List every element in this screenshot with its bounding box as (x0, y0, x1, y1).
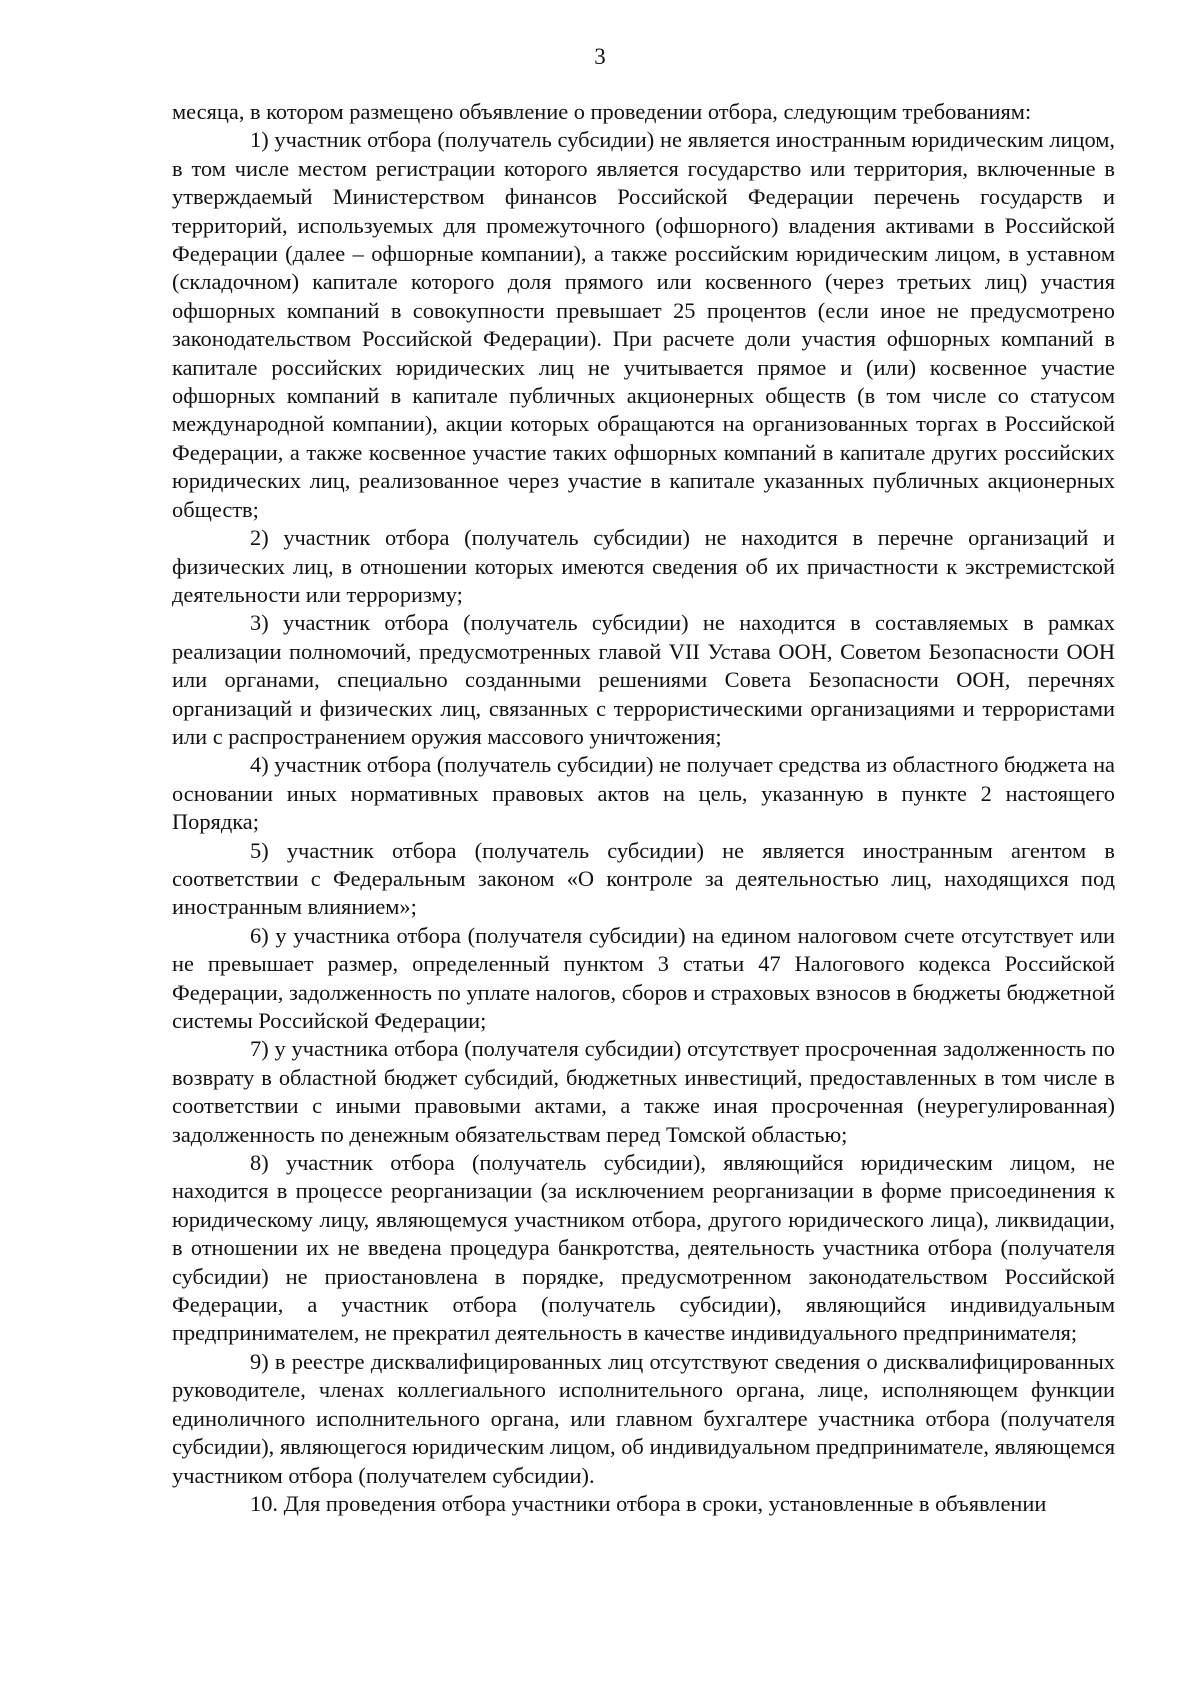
paragraph: 10. Для проведения отбора участники отбора в сроки, установленные в объявлении (250, 1490, 1047, 1516)
paragraph: 2) участник отбора (получатель субсидии) не находится в перечне организаций и физических лиц, в отношении которых имеются сведения об их причастности к экстремистской деятельности или терроризму; (172, 525, 1115, 607)
document-body (172, 98, 1115, 1518)
paragraph: 3) участник отбора (получатель субсидии) не находится в составляемых в рамках реализации полномочий, предусмотренных главой VII Устава ООН, Советом Безопасности ООН или органами, специально созданными решениями Совета Безопасности ООН, перечнях организаций и физических лиц, связанных с террористическими организациями и террористами или с распространением оружия массового уничтожения; (172, 610, 1115, 749)
page-number: 3 (594, 44, 606, 69)
paragraph: 4) участник отбора (получатель субсидии) не получает средства из областного бюджета на основании иных нормативных правовых актов на цель, указанную в пункте 2 настоящего Порядка; (172, 752, 1115, 835)
paragraph: 7) у участника отбора (получателя субсидии) отсутствует просроченная задолженность по возврату в областной бюджет субсидий, бюджетных инвестиций, предоставленных в том числе в соответствии с иными правовыми актами, а также иная просроченная (неурегулированная) задолженность по денежным обязательствам перед Томской областью; (172, 1036, 1115, 1147)
paragraph: 1) участник отбора (получатель субсидии) не является иностранным юридическим лицом, в том числе местом регистрации которого является государство или территория, включенные в утверждаемый Министерством финансов Российской Федерации перечень государств и территорий, используемых для промежуточного (офшорного) владения активами в Российской Федерации (далее – офшорные компании), а также российским юридическим лицом, в уставном (складочном) капитале которого доля прямого или косвенного (через третьих лиц) участия офшорных компаний в совокупности превышает 25 процентов (если иное не предусмотрено законодательством Российской Федерации). При расчете доли участия офшорных компаний в капитале российских юридических лиц не учитывается прямое и (или) косвенное участие офшорных компаний в капитале публичных акционерных обществ (в том числе со статусом международной компании), акции которых обращаются на организованных торгах в Российской Федерации, а также косвенное участие таких офшорных компаний в капитале других российских юридических лиц, реализованное через участие в капитале указанных публичных акционерных обществ; (172, 127, 1115, 522)
paragraph: 5) участник отбора (получатель субсидии) не является иностранным агентом в соответствии с Федеральным законом «О контроле за деятельностью лиц, находящихся под иностранным влиянием»; (172, 837, 1115, 920)
paragraph: 8) участник отбора (получатель субсидии), являющийся юридическим лицом, не находится в процессе реорганизации (за исключением реорганизации в форме присоединения к юридическому лицу, являющемуся участником отбора, другого юридического лица), ликвидации, в отношении их не введена процедура банкротства, деятельность участника отбора (получателя субсидии) не приостановлена в порядке, предусмотренном законодательством Российской Федерации, а участник отбора (получатель субсидии), являющийся индивидуальным предпринимателем, не прекратил деятельность в качестве индивидуального предпринимателя; (172, 1150, 1115, 1346)
paragraph: 9) в реестре дисквалифицированных лиц отсутствуют сведения о дисквалифицированных руководителе, членах коллегиального исполнительного органа, лице, исполняющем функции единоличного исполнительного органа, или главном бухгалтере участника отбора (получателя субсидии), являющегося юридическим лицом, об индивидуальном предпринимателе, являющемся участником отбора (получателем субсидии). (172, 1348, 1115, 1488)
paragraph: месяца, в котором размещено объявление о проведении отбора, следующим требованиям: (172, 99, 1032, 124)
paragraph: 6) у участника отбора (получателя субсидии) на едином налоговом счете отсутствует или не превышает размер, определенный пунктом 3 статьи 47 Налогового кодекса Российской Федерации, задолженность по уплате налогов, сборов и страховых взносов в бюджеты бюджетной системы Российской Федерации; (172, 922, 1115, 1033)
